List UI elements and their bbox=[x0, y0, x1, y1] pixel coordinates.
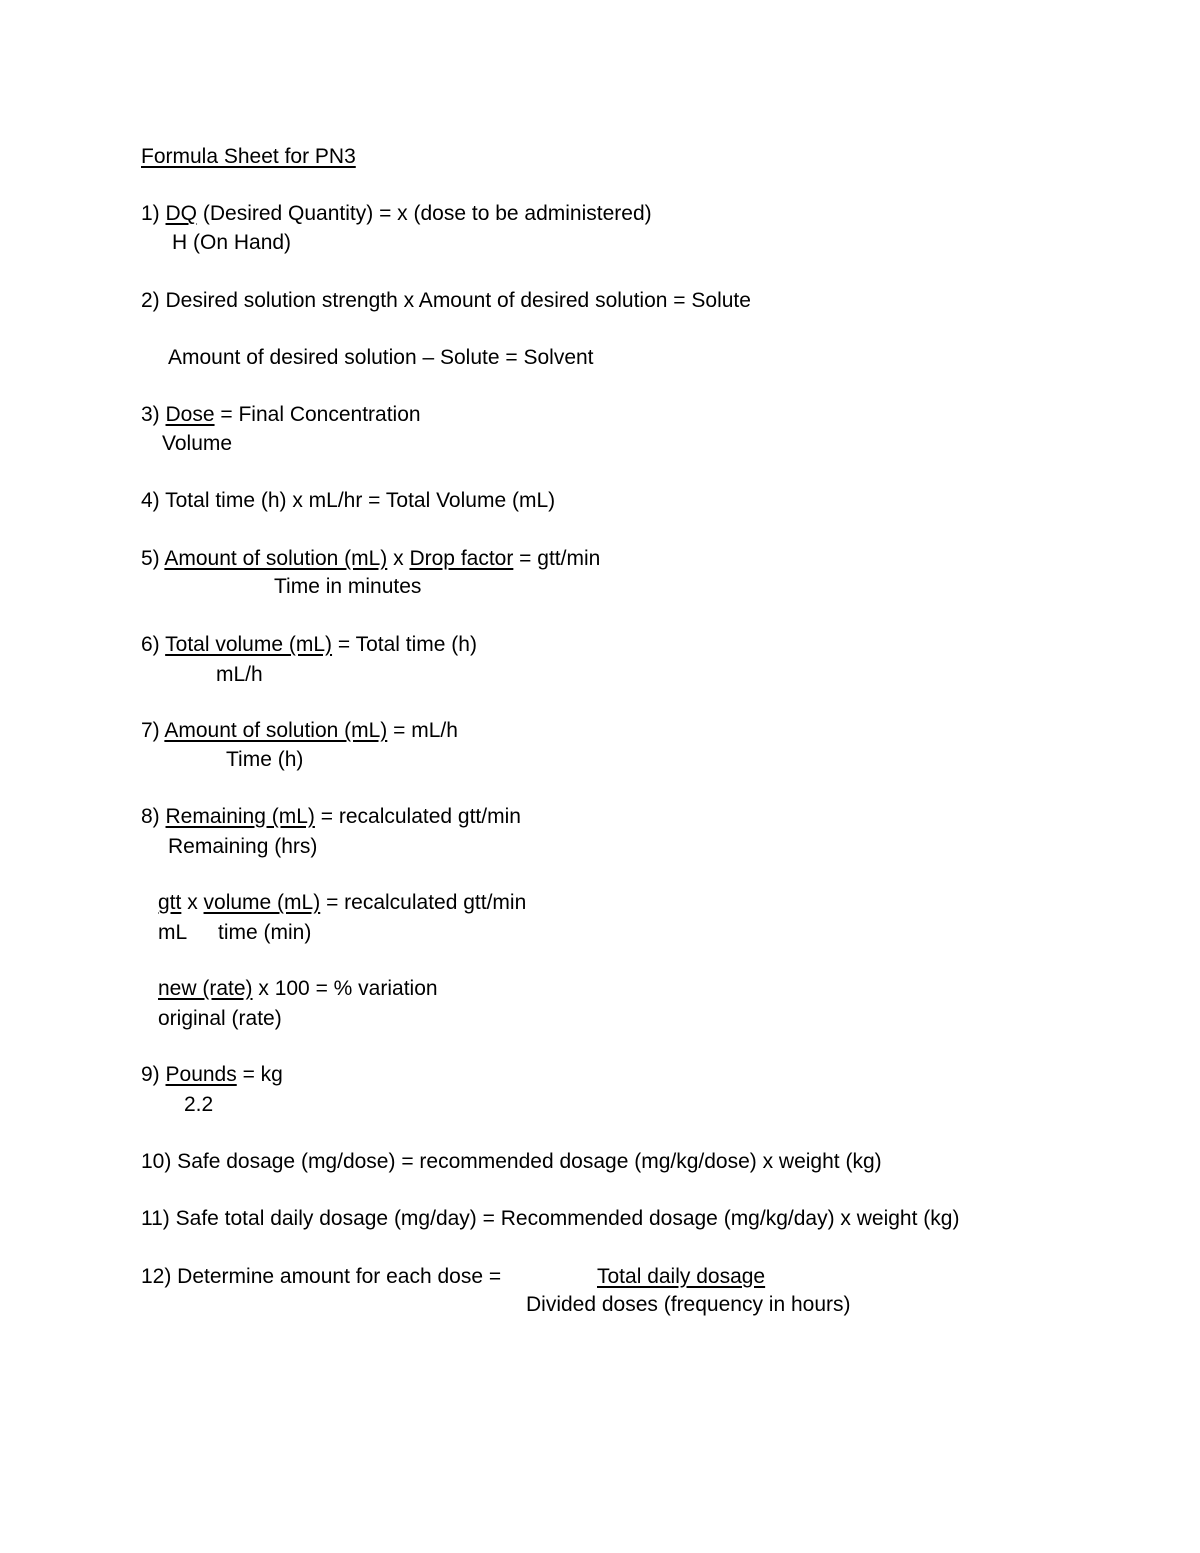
formula-4-line: 4) Total time (h) x mL/hr = Total Volume (mL) bbox=[141, 489, 556, 512]
formula-7-number: 7) bbox=[141, 719, 165, 742]
formula-6-text: = Total time (h) bbox=[332, 633, 477, 656]
formula-1-denominator-text: (On Hand) bbox=[187, 231, 292, 254]
formula-10-line: 10) Safe dosage (mg/dose) = recommended dosage (mg/kg/dose) x weight (kg) bbox=[141, 1150, 882, 1173]
formula-8b-denominator-1: mL bbox=[158, 921, 188, 944]
formula-1-top bbox=[141, 201, 652, 227]
formula-12-left: 12) Determine amount for each dose = bbox=[141, 1265, 502, 1288]
formula-7-numerator: Amount of solution (mL) bbox=[164, 719, 388, 742]
formula-9-denominator: 2.2 bbox=[184, 1093, 214, 1116]
formula-2-line-2: Amount of desired solution – Solute = Solvent bbox=[168, 346, 594, 369]
formula-1-numerator: DQ bbox=[165, 202, 198, 225]
formula-8-text: = recalculated gtt/min bbox=[314, 805, 521, 828]
formula-12-numerator: Total daily dosage bbox=[597, 1265, 766, 1288]
formula-5-top bbox=[141, 546, 600, 572]
formula-5-text: = gtt/min bbox=[513, 547, 601, 570]
formula-2-line-1: 2) Desired solution strength x Amount of desired solution = Solute bbox=[141, 289, 751, 312]
formula-8c-text: x 100 = % variation bbox=[252, 977, 438, 1000]
formula-3-denominator: Volume bbox=[162, 432, 233, 455]
formula-8b-times: x bbox=[181, 891, 204, 914]
formula-7-top bbox=[141, 718, 458, 744]
formula-6-top bbox=[141, 632, 477, 658]
formula-1-text: (Desired Quantity) = x (dose to be administered) bbox=[197, 202, 652, 225]
formula-1-denominator: H bbox=[172, 231, 188, 254]
formula-8b-numerator-1: gtt bbox=[158, 891, 182, 914]
formula-5-number: 5) bbox=[141, 547, 165, 570]
formula-8c-top bbox=[158, 976, 438, 1002]
formula-8b-top bbox=[158, 890, 526, 916]
formula-8-number: 8) bbox=[141, 805, 166, 828]
formula-6-denominator: mL/h bbox=[216, 663, 263, 686]
formula-8b-numerator-2: volume (mL) bbox=[203, 891, 321, 914]
formula-7-text: = mL/h bbox=[387, 719, 458, 742]
formula-8c-denominator: original (rate) bbox=[158, 1007, 282, 1030]
formula-8b-text: = recalculated gtt/min bbox=[320, 891, 527, 914]
formula-9-top bbox=[141, 1062, 283, 1088]
page-title: Formula Sheet for PN3 bbox=[141, 145, 356, 168]
formula-3-text: = Final Concentration bbox=[214, 403, 421, 426]
formula-3-top bbox=[141, 402, 421, 428]
formula-12-denominator: Divided doses (frequency in hours) bbox=[526, 1293, 851, 1316]
formula-1-number: 1) bbox=[141, 202, 166, 225]
formula-8-numerator: Remaining (mL) bbox=[165, 805, 315, 828]
formula-11-line: 11) Safe total daily dosage (mg/day) = Recommended dosage (mg/kg/day) x weight (kg) bbox=[141, 1207, 960, 1230]
formula-8c-numerator: new (rate) bbox=[158, 977, 253, 1000]
formula-5-times: x bbox=[387, 547, 410, 570]
formula-5-numerator-1: Amount of solution (mL) bbox=[164, 547, 388, 570]
formula-8-denominator: Remaining (hrs) bbox=[168, 835, 318, 858]
formula-9-text: = kg bbox=[236, 1063, 283, 1086]
formula-5-denominator: Time in minutes bbox=[274, 575, 422, 598]
formula-8b-denominator-2: time (min) bbox=[218, 921, 312, 944]
formula-1-bottom bbox=[172, 230, 291, 256]
formula-9-numerator: Pounds bbox=[165, 1063, 237, 1086]
formula-6-numerator: Total volume (mL) bbox=[165, 633, 333, 656]
formula-6-number: 6) bbox=[141, 633, 166, 656]
formula-3-numerator: Dose bbox=[165, 403, 215, 426]
formula-9-number: 9) bbox=[141, 1063, 166, 1086]
formula-8-top bbox=[141, 804, 521, 830]
formula-3-number: 3) bbox=[141, 403, 166, 426]
formula-7-denominator: Time (h) bbox=[226, 748, 304, 771]
formula-5-numerator-2: Drop factor bbox=[409, 547, 514, 570]
